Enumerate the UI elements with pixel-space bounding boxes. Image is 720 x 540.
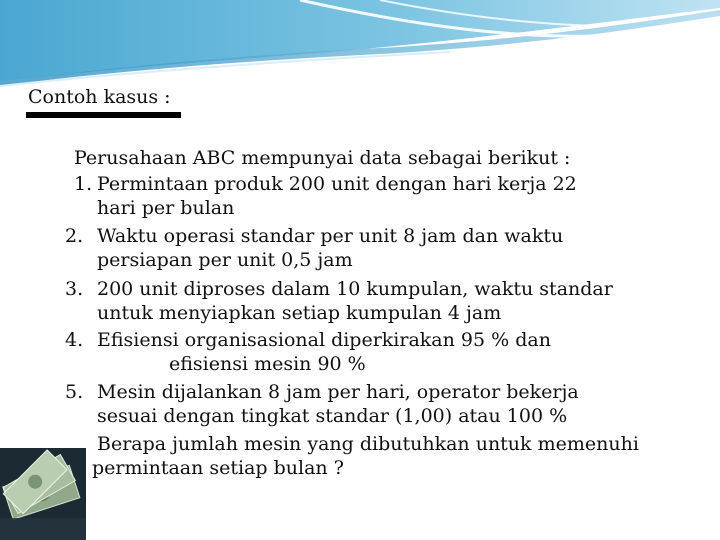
item-line: Waktu operasi standar per unit 8 jam dan waktu	[97, 225, 564, 247]
item-line: untuk menyiapkan setiap kumpulan 4 jam	[97, 302, 502, 324]
intro-text: Perusahaan ABC mempunyai data sebagai berikut :	[74, 147, 571, 169]
item-line: hari per bulan	[97, 197, 235, 219]
item-number: 4.	[65, 329, 84, 351]
item-line: Mesin dijalankan 8 jam per hari, operator bekerja	[97, 381, 579, 403]
heading-underline	[26, 112, 181, 118]
question-line: permintaan setiap bulan ?	[92, 457, 344, 479]
money-bills-image	[0, 448, 86, 540]
slide-heading: Contoh kasus :	[28, 86, 171, 108]
item-line: Permintaan produk 200 unit dengan hari kerja 22	[97, 173, 577, 195]
item-number: 5.	[65, 381, 84, 403]
item-line: efisiensi mesin 90 %	[169, 353, 366, 375]
item-line: persiapan per unit 0,5 jam	[97, 249, 353, 271]
item-number: 3.	[65, 278, 84, 300]
item-number: 2.	[65, 225, 84, 247]
item-number: 1.	[74, 173, 93, 195]
item-line: Efisiensi organisasional diperkirakan 95 % dan	[97, 329, 551, 351]
item-line: 200 unit diproses dalam 10 kumpulan, waktu standar	[97, 278, 613, 300]
header-swoosh-decoration	[0, 0, 720, 90]
question-line: Berapa jumlah mesin yang dibutuhkan untuk memenuhi	[97, 433, 639, 455]
item-line: sesuai dengan tingkat standar (1,00) atau 100 %	[97, 405, 568, 427]
